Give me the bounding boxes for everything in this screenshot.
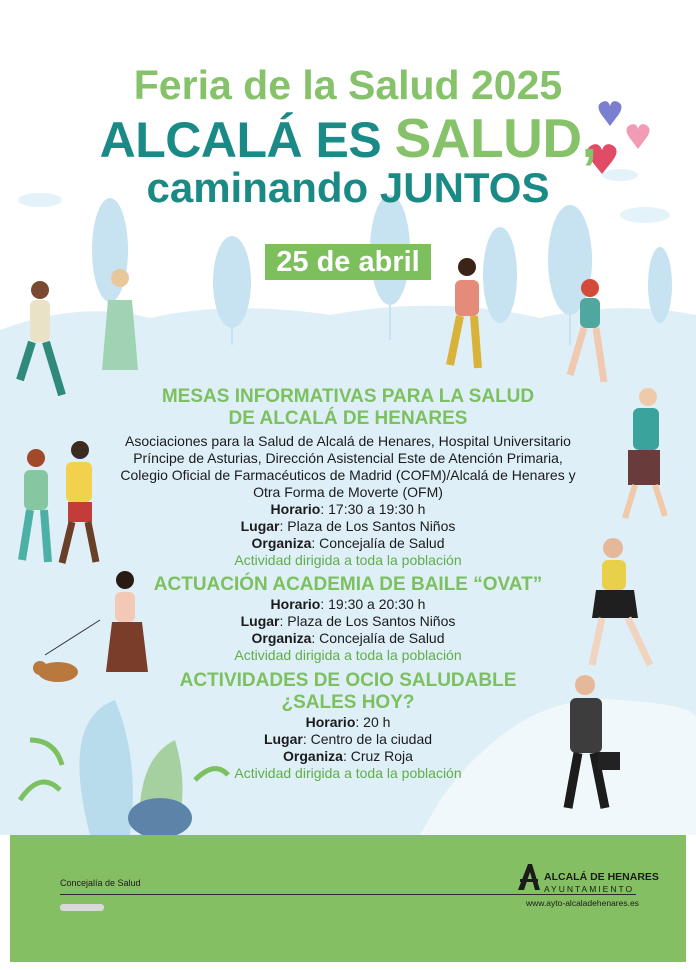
poster-headline xyxy=(0,106,696,170)
audience-note: Actividad dirigida a toda la población xyxy=(234,765,462,781)
ayto-name: ALCALÁ DE HENARES xyxy=(544,871,659,883)
poster-title: Feria de la Salud 2025 xyxy=(133,62,563,108)
website-link[interactable]: www.ayto-alcaladehenares.es xyxy=(526,898,639,908)
schedule-row: Horario: 19:30 a 20:30 h xyxy=(270,596,426,612)
organizer-row: Organiza: Concejalía de Salud xyxy=(251,535,445,551)
organizer-row: Organiza: Cruz Roja xyxy=(283,748,413,764)
section-heading: ACTUACIÓN ACADEMIA DE BAILE “OVAT” xyxy=(153,574,543,595)
location-row: Lugar: Plaza de Los Santos Niños xyxy=(240,613,456,629)
section-heading: ACTIVIDADES DE OCIO SALUDABLE xyxy=(179,670,517,691)
section-heading: MESAS INFORMATIVAS PARA LA SALUD xyxy=(161,386,535,407)
ayto-logo-icon xyxy=(516,862,542,892)
schedule-row: Horario: 17:30 a 19:30 h xyxy=(270,501,426,517)
ayto-subtitle: AYUNTAMIENTO xyxy=(544,884,635,894)
audience-note: Actividad dirigida a toda la población xyxy=(234,647,462,663)
poster-subheadline: caminando JUNTOS xyxy=(146,164,550,211)
footer-divider xyxy=(60,894,636,895)
headline-part-b: SALUD, xyxy=(394,107,597,169)
event-section-ocio xyxy=(110,670,586,782)
footer-department: Concejalía de Salud xyxy=(60,878,141,888)
section-description: Asociaciones para la Salud de Alcalá de Henares, Hospital Universitario Príncipe de Asturias, Dirección Asistencial Este de Atención Primaria, Colegio Oficial de Farmacéuticos de Madrid (COFM)/Alcalá de Henares y Otra Forma de Moverte (OFM) xyxy=(120,433,576,500)
location-row: Lugar: Centro de la ciudad xyxy=(263,731,433,747)
date-badge: 25 de abril xyxy=(265,244,431,280)
event-section-ovat xyxy=(110,574,586,664)
section-heading: ¿SALES HOY? xyxy=(281,692,415,713)
organizer-row: Organiza: Concejalía de Salud xyxy=(251,630,445,646)
headline-part-a: ALCALÁ ES xyxy=(99,112,395,168)
section-heading: DE ALCALÁ DE HENARES xyxy=(228,408,468,429)
schedule-row: Horario: 20 h xyxy=(305,714,391,730)
location-row: Lugar: Plaza de Los Santos Niños xyxy=(240,518,456,534)
comunicacion-logo-icon xyxy=(60,902,104,913)
event-section-mesas xyxy=(110,386,586,569)
audience-note: Actividad dirigida a toda la población xyxy=(234,552,462,568)
